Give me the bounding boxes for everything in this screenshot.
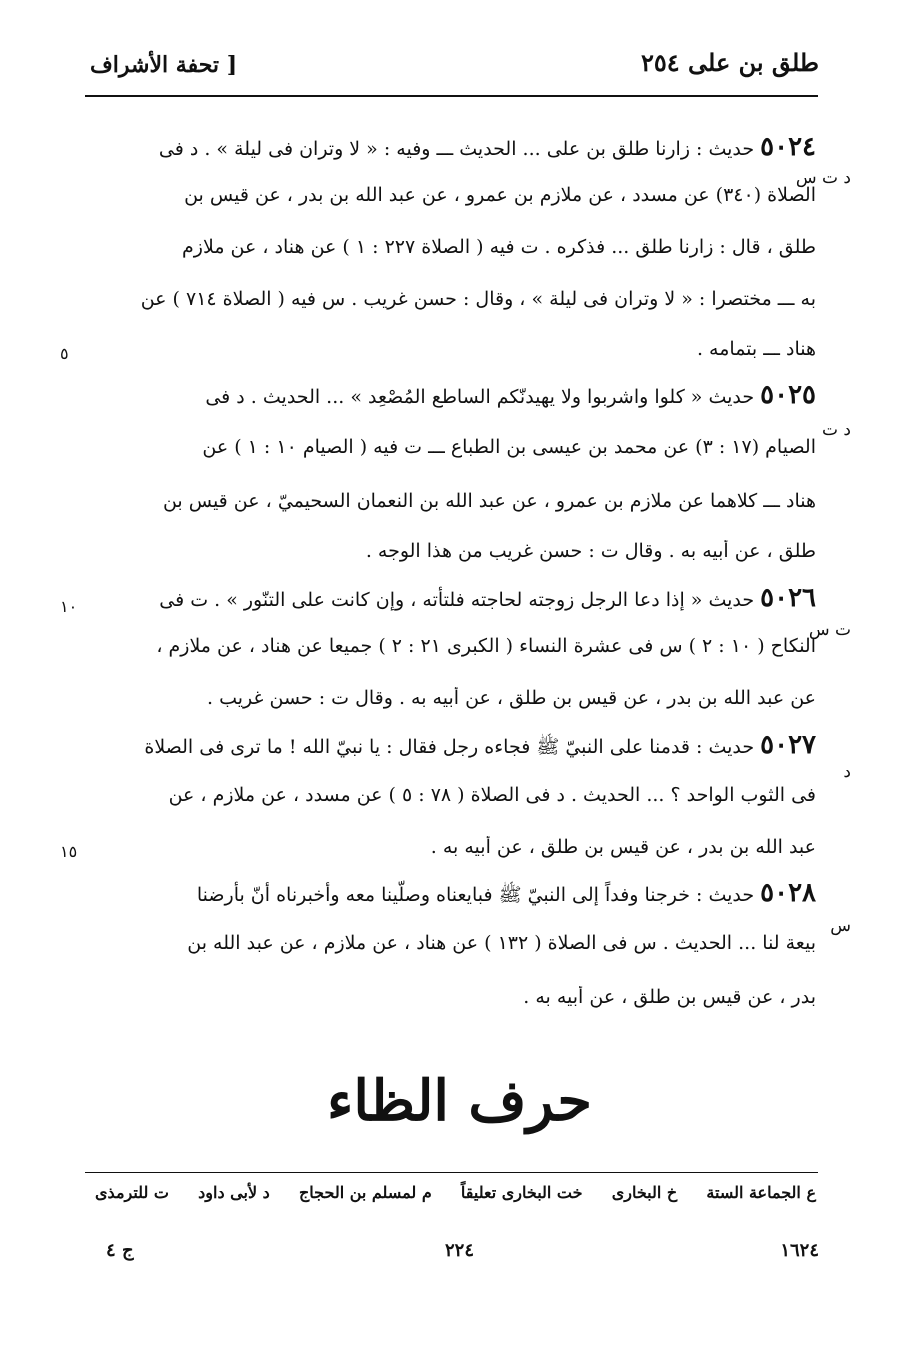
entry-line: النكاح ( ١٠ : ٢ ) س فى عشرة النساء ( الكبرى ٢١ : ٢ ) جميعا عن هناد ، عن ملازم ، <box>156 635 816 657</box>
entry-line: الصلاة (٣٤٠) عن مسدد ، عن ملازم بن عمرو ، عن عبد الله بن بدر ، عن قيس بن <box>184 184 816 206</box>
entry-line: فى الثوب الواحد ؟ ... الحديث . د فى الصلاة ( ٧٨ : ٥ ) عن مسدد ، عن ملازم ، عن <box>168 784 816 806</box>
abbreviation-item: ع الجماعة الستة <box>706 1183 816 1202</box>
hadith-number: ٥٠٢٨ <box>760 878 816 908</box>
entry-line: ٥٠٢٧حديث : قدمنا على النبيّ ﷺ فجاءه رجل فقال : يا نبيّ الله ! ما ترى فى الصلاة <box>144 730 816 760</box>
running-header-section: [ تحفة الأشراف <box>90 52 238 78</box>
margin-siglum: د <box>843 762 851 782</box>
margin-line-number: ١٥ <box>60 842 78 861</box>
entry-line: به ـــ مختصرا : « لا وتران فى ليلة » ، وقال : حسن غريب . س فيه ( الصلاة ٧١٤ ) عن <box>140 288 816 310</box>
entry-line: هناد ـــ كلاهما عن ملازم بن عمرو ، عن عبد الله بن النعمان السحيميّ ، عن قيس بن <box>162 490 816 512</box>
footer-page-number: ٢٢٤ <box>444 1240 474 1261</box>
abbreviation-item: م لمسلم بن الحجاج <box>298 1183 432 1202</box>
entry-line: عن عبد الله بن بدر ، عن قيس بن طلق ، عن أبيه به . وقال ت : حسن غريب . <box>207 687 816 709</box>
entry-line: طلق ، عن أبيه به . وقال ت : حسن غريب من هذا الوجه . <box>365 540 816 562</box>
entry-line: بيعة لنا ... الحديث . س فى الصلاة ( ١٣٢ ) عن هناد ، عن ملازم ، عن عبد الله بن <box>187 932 816 954</box>
header-rule <box>85 95 818 97</box>
margin-line-number: ٥ <box>60 344 69 363</box>
footer-sequence-number: ١٦٢٤ <box>780 1240 819 1261</box>
abbreviation-item: خت البخارى تعليقاً <box>460 1183 583 1202</box>
entry-line: ٥٠٢٤حديث : زارنا طلق بن على ... الحديث ـــ وفيه : « لا وتران فى ليلة » . د فى <box>158 132 816 162</box>
hadith-number: ٥٠٢٧ <box>760 730 816 760</box>
hadith-number: ٥٠٢٥ <box>760 380 816 410</box>
footer-volume: ج ٤ <box>106 1240 134 1261</box>
entry-line: ٥٠٢٦حديث « إذا دعا الرجل زوجته لحاجته فلتأته ، وإن كانت على التنّور » . ت فى <box>159 583 816 613</box>
entry-line: الصيام (١٧ : ٣) عن محمد بن عيسى بن الطباع ـــ ت فيه ( الصيام ١٠ : ١ ) عن <box>202 436 816 458</box>
entry-line: طلق ، قال : زارنا طلق ... فذكره . ت فيه ( الصلاة ٢٢٧ : ١ ) عن هناد ، عن ملازم <box>182 236 816 258</box>
entry-line: عبد الله بن بدر ، عن قيس بن طلق ، عن أبيه به . <box>430 836 816 858</box>
entry-line: هناد ـــ بتمامه . <box>696 338 816 360</box>
entry-line: بدر ، عن قيس بن طلق ، عن أبيه به . <box>523 986 816 1008</box>
margin-line-number: ١٠ <box>60 597 78 616</box>
section-heading: حرف الظاء <box>326 1068 592 1134</box>
abbreviation-item: ت للترمذى <box>95 1183 169 1202</box>
entry-line: ٥٠٢٥حديث « كلوا واشربوا ولا يهيدنّكم الساطع المُصْعِد » ... الحديث . د فى <box>205 380 816 410</box>
hadith-number: ٥٠٢٤ <box>760 132 816 162</box>
abbreviation-item: خ البخارى <box>611 1183 678 1202</box>
margin-siglum: د ت س <box>795 168 851 188</box>
abbreviation-key <box>95 1183 816 1202</box>
margin-siglum: ت س <box>808 620 851 640</box>
running-header-title: طلق بن على ٢٥٤ <box>640 48 819 77</box>
abbreviation-item: د لأبى داود <box>198 1183 270 1202</box>
margin-siglum: د ت <box>822 420 851 440</box>
entry-line: ٥٠٢٨حديث : خرجنا وفداً إلى النبيّ ﷺ فبايعناه وصلّينا معه وأخبرناه أنّ بأرضنا <box>196 878 816 908</box>
margin-siglum: س <box>830 916 851 936</box>
footer-rule <box>85 1172 818 1173</box>
hadith-number: ٥٠٢٦ <box>760 583 816 613</box>
